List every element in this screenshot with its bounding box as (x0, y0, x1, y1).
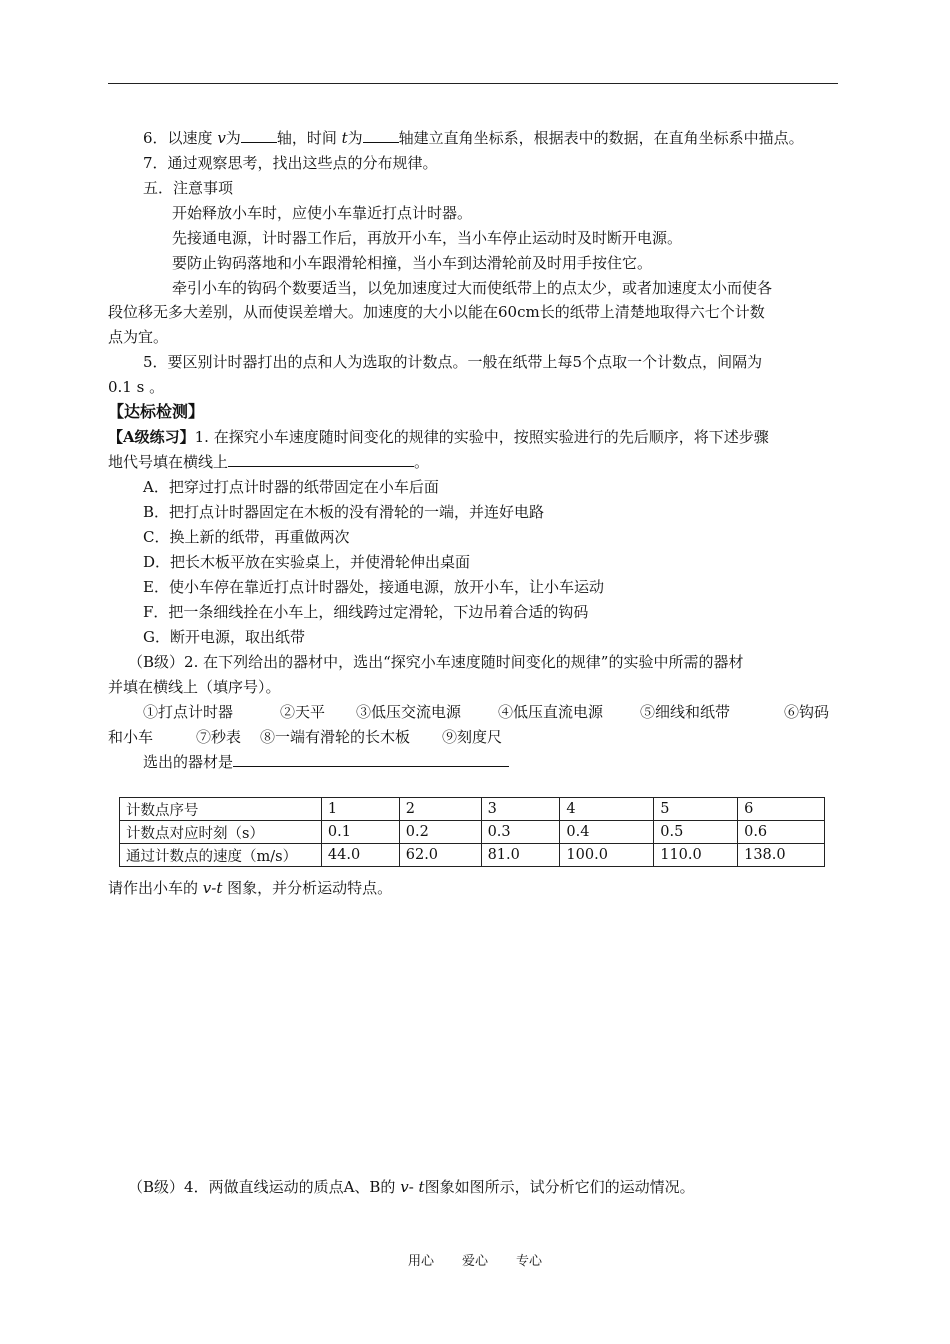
question-1-tag: 【A级练习】 (108, 428, 195, 446)
option-c: C．换上新的纸带，再重做两次 (143, 528, 350, 546)
equipment-3: ③低压交流电源 (356, 703, 462, 721)
option-d: D．把长木板平放在实验桌上，并使滑轮伸出桌面 (143, 553, 471, 571)
step-6-blank-1[interactable] (241, 128, 277, 143)
equipment-8: ⑧一端有滑轮的长木板 (260, 728, 411, 746)
step-6-text-b: 为 (225, 129, 241, 147)
step-6 (143, 128, 804, 148)
step-6-var-v: v (217, 129, 226, 147)
note-4-line-3: 点为宜。 (108, 328, 169, 346)
option-a: A．把穿过打点计时器的纸带固定在小车后面 (143, 478, 439, 496)
equipment-4: ④低压直流电源 (498, 703, 604, 721)
footer-word: 爱心 (461, 1254, 488, 1269)
question-2-line-2: 并填在横线上（填序号）。 (108, 678, 281, 696)
footer-word: 用心 (407, 1254, 434, 1269)
equipment-6-cont: 和小车 (108, 728, 154, 746)
table-cell: 0.6 (738, 821, 825, 844)
table-cell: 0.3 (481, 821, 560, 844)
table-cell: 138.0 (738, 844, 825, 867)
question-1-text-b: 地代号填在横线上 (108, 453, 229, 471)
question-3-text-b: 图象，并分析运动特点。 (222, 879, 393, 897)
option-g: G．断开电源，取出纸带 (143, 628, 305, 646)
question-1-answer-blank[interactable] (228, 452, 414, 467)
table-row (120, 844, 825, 867)
step-6-text-c: 轴，时间 (276, 129, 342, 147)
question-3-vt: v-t (202, 879, 223, 897)
step-7: 7．通过观察思考，找出这些点的分布规律。 (143, 154, 438, 172)
equipment-2: ②天平 (280, 703, 326, 721)
note-2: 先接通电源，计时器工作后，再放开小车，当小车停止运动时及时断开电源。 (172, 229, 683, 247)
table-cell: 0.5 (654, 821, 738, 844)
question-1-line-1 (108, 427, 769, 447)
note-4-line-2: 段位移无多大差别，从而使误差增大。加速度的大小以能在60cm长的纸带上清楚地取得六七个计数 (108, 303, 765, 321)
table-cell: 4 (560, 798, 654, 821)
table-cell: 81.0 (481, 844, 560, 867)
question-2-answer-blank[interactable] (233, 752, 509, 767)
step-6-text-a: 6．以速度 (143, 129, 218, 147)
table-cell: 计数点对应时刻（s） (120, 821, 322, 844)
check-title: 【达标检测】 (108, 402, 205, 421)
table-cell: 0.1 (321, 821, 399, 844)
table-cell: 0.2 (399, 821, 481, 844)
step-6-text-e: 轴建立直角坐标系，根据表中的数据，在直角坐标系中描点。 (398, 129, 804, 147)
question-1-line-2 (108, 452, 429, 472)
table-cell: 2 (399, 798, 481, 821)
question-2-pick (143, 752, 509, 772)
question-4-text-b: 图象如图所示，试分析它们的运动情况。 (424, 1178, 695, 1196)
option-f: F．把一条细线拴在小车上，细线跨过定滑轮，下边吊着合适的钩码 (143, 603, 589, 621)
equipment-5: ⑤细线和纸带 (640, 703, 731, 721)
table-cell: 计数点序号 (120, 798, 322, 821)
note-5-line-2: 0.1 s 。 (108, 378, 165, 396)
question-4-text-a: （B级）4．两做直线运动的质点A、B的 (128, 1178, 401, 1196)
table-cell: 62.0 (399, 844, 481, 867)
table-cell: 110.0 (654, 844, 738, 867)
question-4-var-v: v (400, 1178, 409, 1196)
question-1-end: 。 (414, 453, 430, 471)
question-4 (128, 1177, 695, 1197)
question-2-pick-label: 选出的器材是 (143, 753, 234, 771)
option-e: E．使小车停在靠近打点计时器处，接通电源，放开小车，让小车运动 (143, 578, 604, 596)
option-b: B．把打点计时器固定在木板的没有滑轮的一端，并连好电路 (143, 503, 545, 521)
equipment-6: ⑥钩码 (784, 703, 830, 721)
question-2-line-1: （B级）2. 在下列给出的器材中，选出“探究小车速度随时间变化的规律”的实验中所需的器材 (128, 653, 744, 671)
equipment-7: ⑦秒表 (196, 728, 242, 746)
note-5-line-1: 5．要区别计时器打出的点和人为选取的计数点。一般在纸带上每5个点取一个计数点，间隔为 (143, 353, 763, 371)
note-4-line-1: 牵引小车的钩码个数要适当，以免加速度过大而使纸带上的点太少，或者加速度太小而使各 (172, 279, 773, 297)
equipment-9: ⑨刻度尺 (442, 728, 503, 746)
table-cell: 0.4 (560, 821, 654, 844)
table-cell: 5 (654, 798, 738, 821)
equipment-1: ①打点计时器 (143, 703, 234, 721)
data-table (119, 797, 825, 867)
note-3: 要防止钩码落地和小车跟滑轮相撞，当小车到达滑轮前及时用手按住它。 (172, 254, 653, 272)
step-6-text-d: 为 (347, 129, 363, 147)
question-3-text-a: 请作出小车的 (108, 879, 203, 897)
table-cell: 100.0 (560, 844, 654, 867)
question-4-dash: - (408, 1178, 419, 1196)
footer-word: 专心 (516, 1254, 543, 1269)
notes-title: 五．注意事项 (143, 179, 234, 197)
table-cell: 6 (738, 798, 825, 821)
page-footer (0, 1250, 950, 1269)
question-3 (108, 878, 392, 898)
table-row (120, 821, 825, 844)
table-cell: 1 (321, 798, 399, 821)
step-6-var-t: t (341, 129, 348, 147)
table-cell: 通过计数点的速度（m/s） (120, 844, 322, 867)
note-1: 开始释放小车时，应使小车靠近打点计时器。 (172, 204, 473, 222)
step-6-blank-2[interactable] (363, 128, 399, 143)
table-row (120, 798, 825, 821)
question-1-text: 1. 在探究小车速度随时间变化的规律的实验中，按照实验进行的先后顺序，将下述步骤 (194, 428, 769, 446)
question-4-var-t: t (418, 1178, 425, 1196)
header-rule (108, 83, 838, 84)
table-cell: 44.0 (321, 844, 399, 867)
table-cell: 3 (481, 798, 560, 821)
